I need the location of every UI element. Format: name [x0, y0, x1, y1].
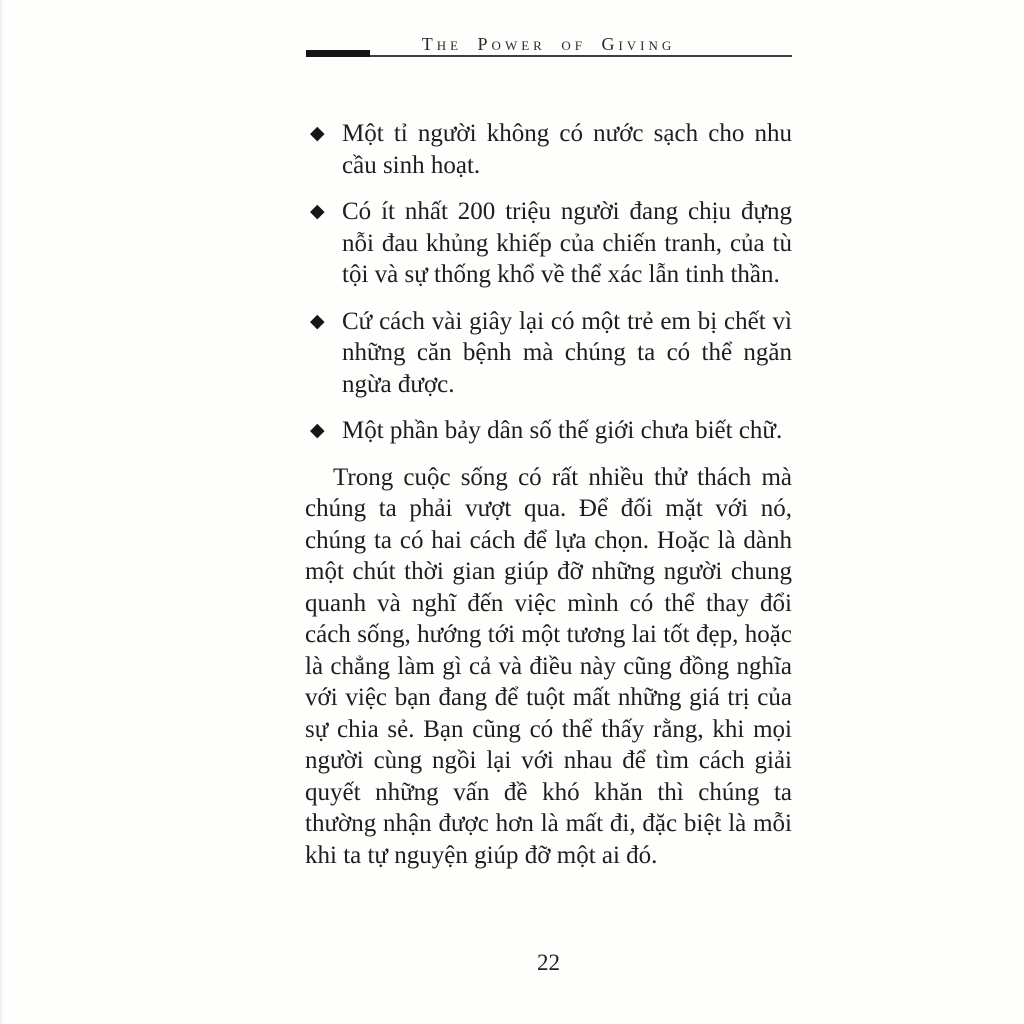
- running-head-title: The Power of Giving: [421, 34, 676, 54]
- body-paragraph: Trong cuộc sống có rất nhiều thử thách mà chúng ta phải vượt qua. Để đối mặt với nó, chúng ta có hai cách để lựa chọn. Hoặc là dành một chút thời gian giúp đỡ những người chung quanh và nghĩ đến việc mình có thể thay đổi cách sống, hướng tới một tương lai tốt đẹp, hoặc là chẳng làm gì cả và điều này cũng đồng nghĩa với việc bạn đang để tuột mất những giá trị của sự chia sẻ. Bạn cũng có thể thấy rằng, khi mọi người cùng ngồi lại với nhau để tìm cách giải quyết những vấn đề khó khăn thì chúng ta thường nhận được hơn là mất đi, đặc biệt là mỗi khi ta tự nguyện giúp đỡ một ai đó.: [305, 463, 792, 869]
- list-item: [305, 118, 792, 181]
- diamond-bullet-icon: ◆: [310, 420, 325, 441]
- diamond-bullet-icon: ◆: [310, 123, 325, 144]
- bullet-text: Cứ cách vài giây lại có một trẻ em bị chết vì những căn bệnh mà chúng ta có thể ngăn ngừa được.: [342, 307, 792, 398]
- bullet-list: [305, 118, 792, 447]
- diamond-bullet-icon: ◆: [310, 201, 325, 222]
- bullet-text: Một tỉ người không có nước sạch cho nhu cầu sinh hoạt.: [342, 120, 792, 179]
- header-rule-thick-segment: [306, 50, 370, 57]
- bullet-text: Có ít nhất 200 triệu người đang chịu đựng nỗi đau khủng khiếp của chiến tranh, của tù tội và sự thống khổ về thể xác lẫn tinh thần.: [342, 198, 792, 288]
- page-number: 22: [537, 950, 560, 975]
- diamond-bullet-icon: ◆: [310, 310, 325, 332]
- page-body: [305, 118, 792, 871]
- header-rule: [306, 55, 792, 57]
- bullet-text: Một phần bảy dân số thế giới chưa biết chữ.: [342, 417, 783, 444]
- list-item: [305, 415, 792, 447]
- list-item: [305, 196, 792, 291]
- list-item: [305, 306, 792, 401]
